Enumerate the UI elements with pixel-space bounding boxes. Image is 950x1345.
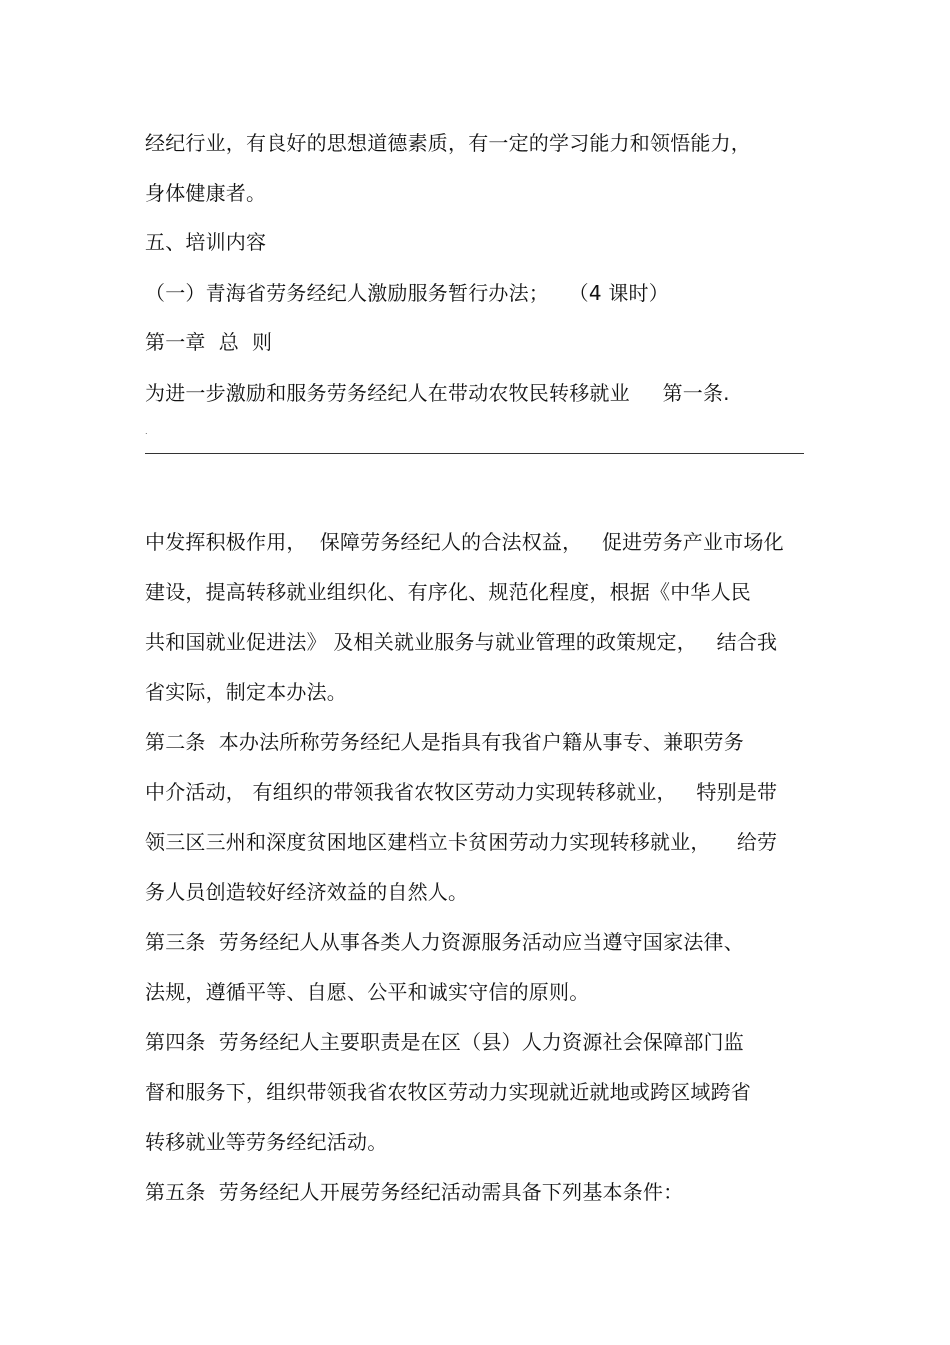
text-line-3: 共和国就业促进法》 及相关就业服务与就业管理的政策规定， 结合我 [145,630,778,654]
article-2-line-1: 第二条 本办法所称劳务经纪人是指具有我省户籍从事专、兼职劳务 [145,730,744,754]
chapter-heading: 第一章 总 则 [145,330,273,354]
page-separator-line [145,453,804,454]
section-heading-training-content: 五、培训内容 [145,230,267,254]
article-4-line-2: 督和服务下，组织带领我省农牧区劳动力实现就近就地或跨区域跨省 [145,1080,751,1104]
article-2-line-3: 领三区三州和深度贫困地区建档立卡贫困劳动力实现转移就业， 给劳 [145,830,778,854]
article-5-line-1: 第五条 劳务经纪人开展劳务经纪活动需具备下列基本条件： [145,1180,684,1204]
text-line-1: 中发挥积极作用， 保障劳务经纪人的合法权益， 促进劳务产业市场化 [145,530,784,554]
text-line-top-2: 身体健康者。 [145,181,267,205]
subsection-heading-1: （一）青海省劳务经纪人激励服务暂行办法； （4 课时） [145,281,669,305]
text-line-2: 建设，提高转移就业组织化、有序化、规范化程度，根据《中华人民 [145,580,751,604]
article-4-line-1: 第四条 劳务经纪人主要职责是在区（县）人力资源社会保障部门监 [145,1030,744,1054]
article-4-line-3: 转移就业等劳务经纪活动。 [145,1130,388,1154]
text-line-top-6: 为进一步激励和服务劳务经纪人在带动农牧民转移就业 第一条. [145,381,730,405]
article-3-line-2: 法规，遵循平等、自愿、公平和诚实守信的原则。 [145,980,590,1004]
dot-mark: . [145,427,148,436]
article-2-line-2: 中介活动， 有组织的带领我省农牧区劳动力实现转移就业， 特别是带 [145,780,778,804]
text-line-4: 省实际，制定本办法。 [145,680,347,704]
article-3-line-1: 第三条 劳务经纪人从事各类人力资源服务活动应当遵守国家法律、 [145,930,744,954]
text-line-top-1: 经纪行业，有良好的思想道德素质，有一定的学习能力和领悟能力， [145,131,751,155]
article-2-line-4: 务人员创造较好经济效益的自然人。 [145,880,469,904]
